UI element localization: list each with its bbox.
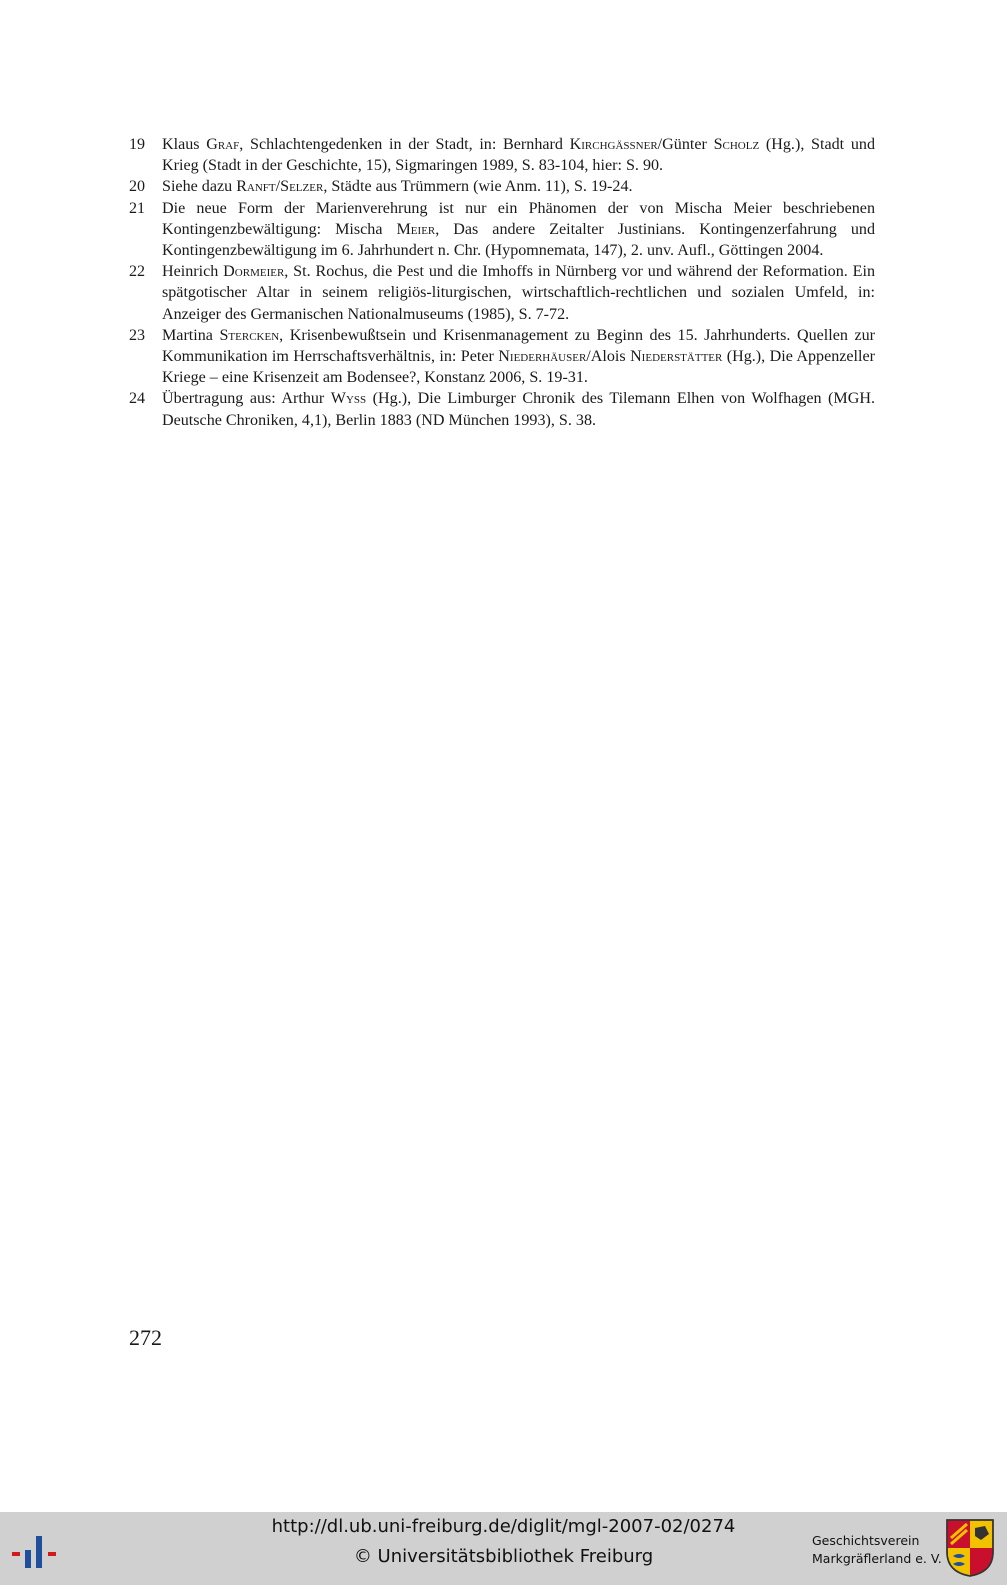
footnote-23 — [129, 325, 875, 389]
footnotes-list — [129, 134, 875, 431]
page-number: 272 — [129, 1325, 162, 1350]
footnote-text — [162, 134, 875, 176]
footnote-22 — [129, 261, 875, 325]
footnote-text — [162, 261, 875, 325]
author-name: Meier — [396, 220, 436, 238]
author-name: Scholz — [713, 136, 760, 153]
author-name: Dormeier — [223, 263, 285, 281]
footnote-text-run: /Alois — [586, 348, 631, 366]
author-name: Graf — [206, 136, 240, 153]
footnote-number: 23 — [129, 326, 146, 344]
footnote-number: 22 — [129, 263, 146, 281]
footnote-21 — [129, 198, 875, 262]
publisher-name — [812, 1532, 942, 1568]
footnote-text-run: (Hg.), Die Limburger Chronik des Tilemann Elhen von Wolfhagen (MGH. Deutsche Chroniken, 4,1), Berlin 1883 (ND München 1993), S. 38. — [162, 390, 875, 429]
footnote-text-run: /Günter — [657, 136, 714, 153]
footnote-text — [162, 176, 875, 197]
author-name: Ranft — [236, 178, 276, 196]
footnote-text-run: , Das andere Zeitalter Justinians. Kontingenzerfahrung und Kontingenzbewältigung im 6. Jahrhundert n. Chr. (Hypomnemata, 147), 2. unv. Aufl., Göttingen 2004. — [162, 220, 875, 260]
footnote-text-run: (Hg.), Stadt und Krieg (Stadt in der Geschichte, 15), Sigmaringen 1989, S. 83-104, hier: S. 90. — [162, 136, 875, 175]
footnote-text-run: Martina — [162, 326, 220, 344]
footnote-19 — [129, 134, 875, 176]
document-url-link[interactable]: http://dl.ub.uni-freiburg.de/diglit/mgl-2007-02/0274 — [271, 1516, 736, 1537]
footnote-text-run: , Krisenbewußtsein und Krisenmanagement zu Beginn des 15. Jahrhunderts. Quellen zur Kommunikation im Herrschaftsverhältnis, in: Peter — [162, 326, 875, 366]
footnote-text — [162, 388, 875, 430]
footnote-number: 19 — [129, 136, 146, 153]
footnote-text-run: Heinrich — [162, 263, 224, 281]
author-name: Stercken — [219, 326, 280, 344]
viewer-footer — [0, 1512, 1007, 1585]
footnote-text-run: , Städte aus Trümmern (wie Anm. 11), S. 19-24. — [323, 178, 633, 196]
footnote-number: 20 — [129, 178, 146, 196]
author-name: Kirchgässner — [569, 136, 658, 153]
footnote-text-run: Siehe dazu — [162, 178, 237, 196]
publisher-line-1: Geschichtsverein — [812, 1533, 920, 1548]
footnote-20 — [129, 176, 875, 197]
author-name: Wyss — [330, 390, 367, 408]
footnote-text-run: Klaus — [162, 136, 207, 153]
author-name: Niederstätter — [630, 348, 723, 366]
footnote-text-run: (Hg.), Die Appenzeller Kriege – eine Krisenzeit am Bodensee?, Konstanz 2006, S. 19-31. — [162, 348, 876, 387]
publisher-line-2: Markgräflerland e. V. — [812, 1551, 942, 1566]
footnote-text-run: Die neue Form der Marienverehrung ist nur ein Phänomen der von Mischa Meier beschriebenen Kontingenzbewältigung: Mischa — [162, 199, 875, 238]
copyright-text: © Universitätsbibliothek Freiburg — [353, 1546, 654, 1567]
author-name: Selzer — [280, 178, 324, 196]
footnote-24 — [129, 388, 875, 430]
footnote-text-run: / — [275, 178, 281, 196]
coat-of-arms-icon[interactable] — [945, 1518, 995, 1578]
footnote-text — [162, 198, 875, 262]
footnote-text-run: , Schlachtengedenken in der Stadt, in: Bernhard — [239, 136, 570, 153]
footnote-text-run: Übertragung aus: Arthur — [162, 390, 331, 408]
footnote-number: 24 — [129, 390, 146, 408]
author-name: Niederhäuser — [498, 348, 587, 366]
footnote-number: 21 — [129, 199, 146, 217]
footnote-text-run: , St. Rochus, die Pest und die Imhoffs in Nürnberg vor und während der Reformation. Ein spätgotischer Altar in seinem religiös-liturgischen, wirtschaftlich-rechtlichen und sozialen Umfeld, in: Anzeiger des Germanischen Nationalmuseums (1985), S. 7-72. — [162, 263, 876, 323]
footnote-text — [162, 325, 875, 389]
